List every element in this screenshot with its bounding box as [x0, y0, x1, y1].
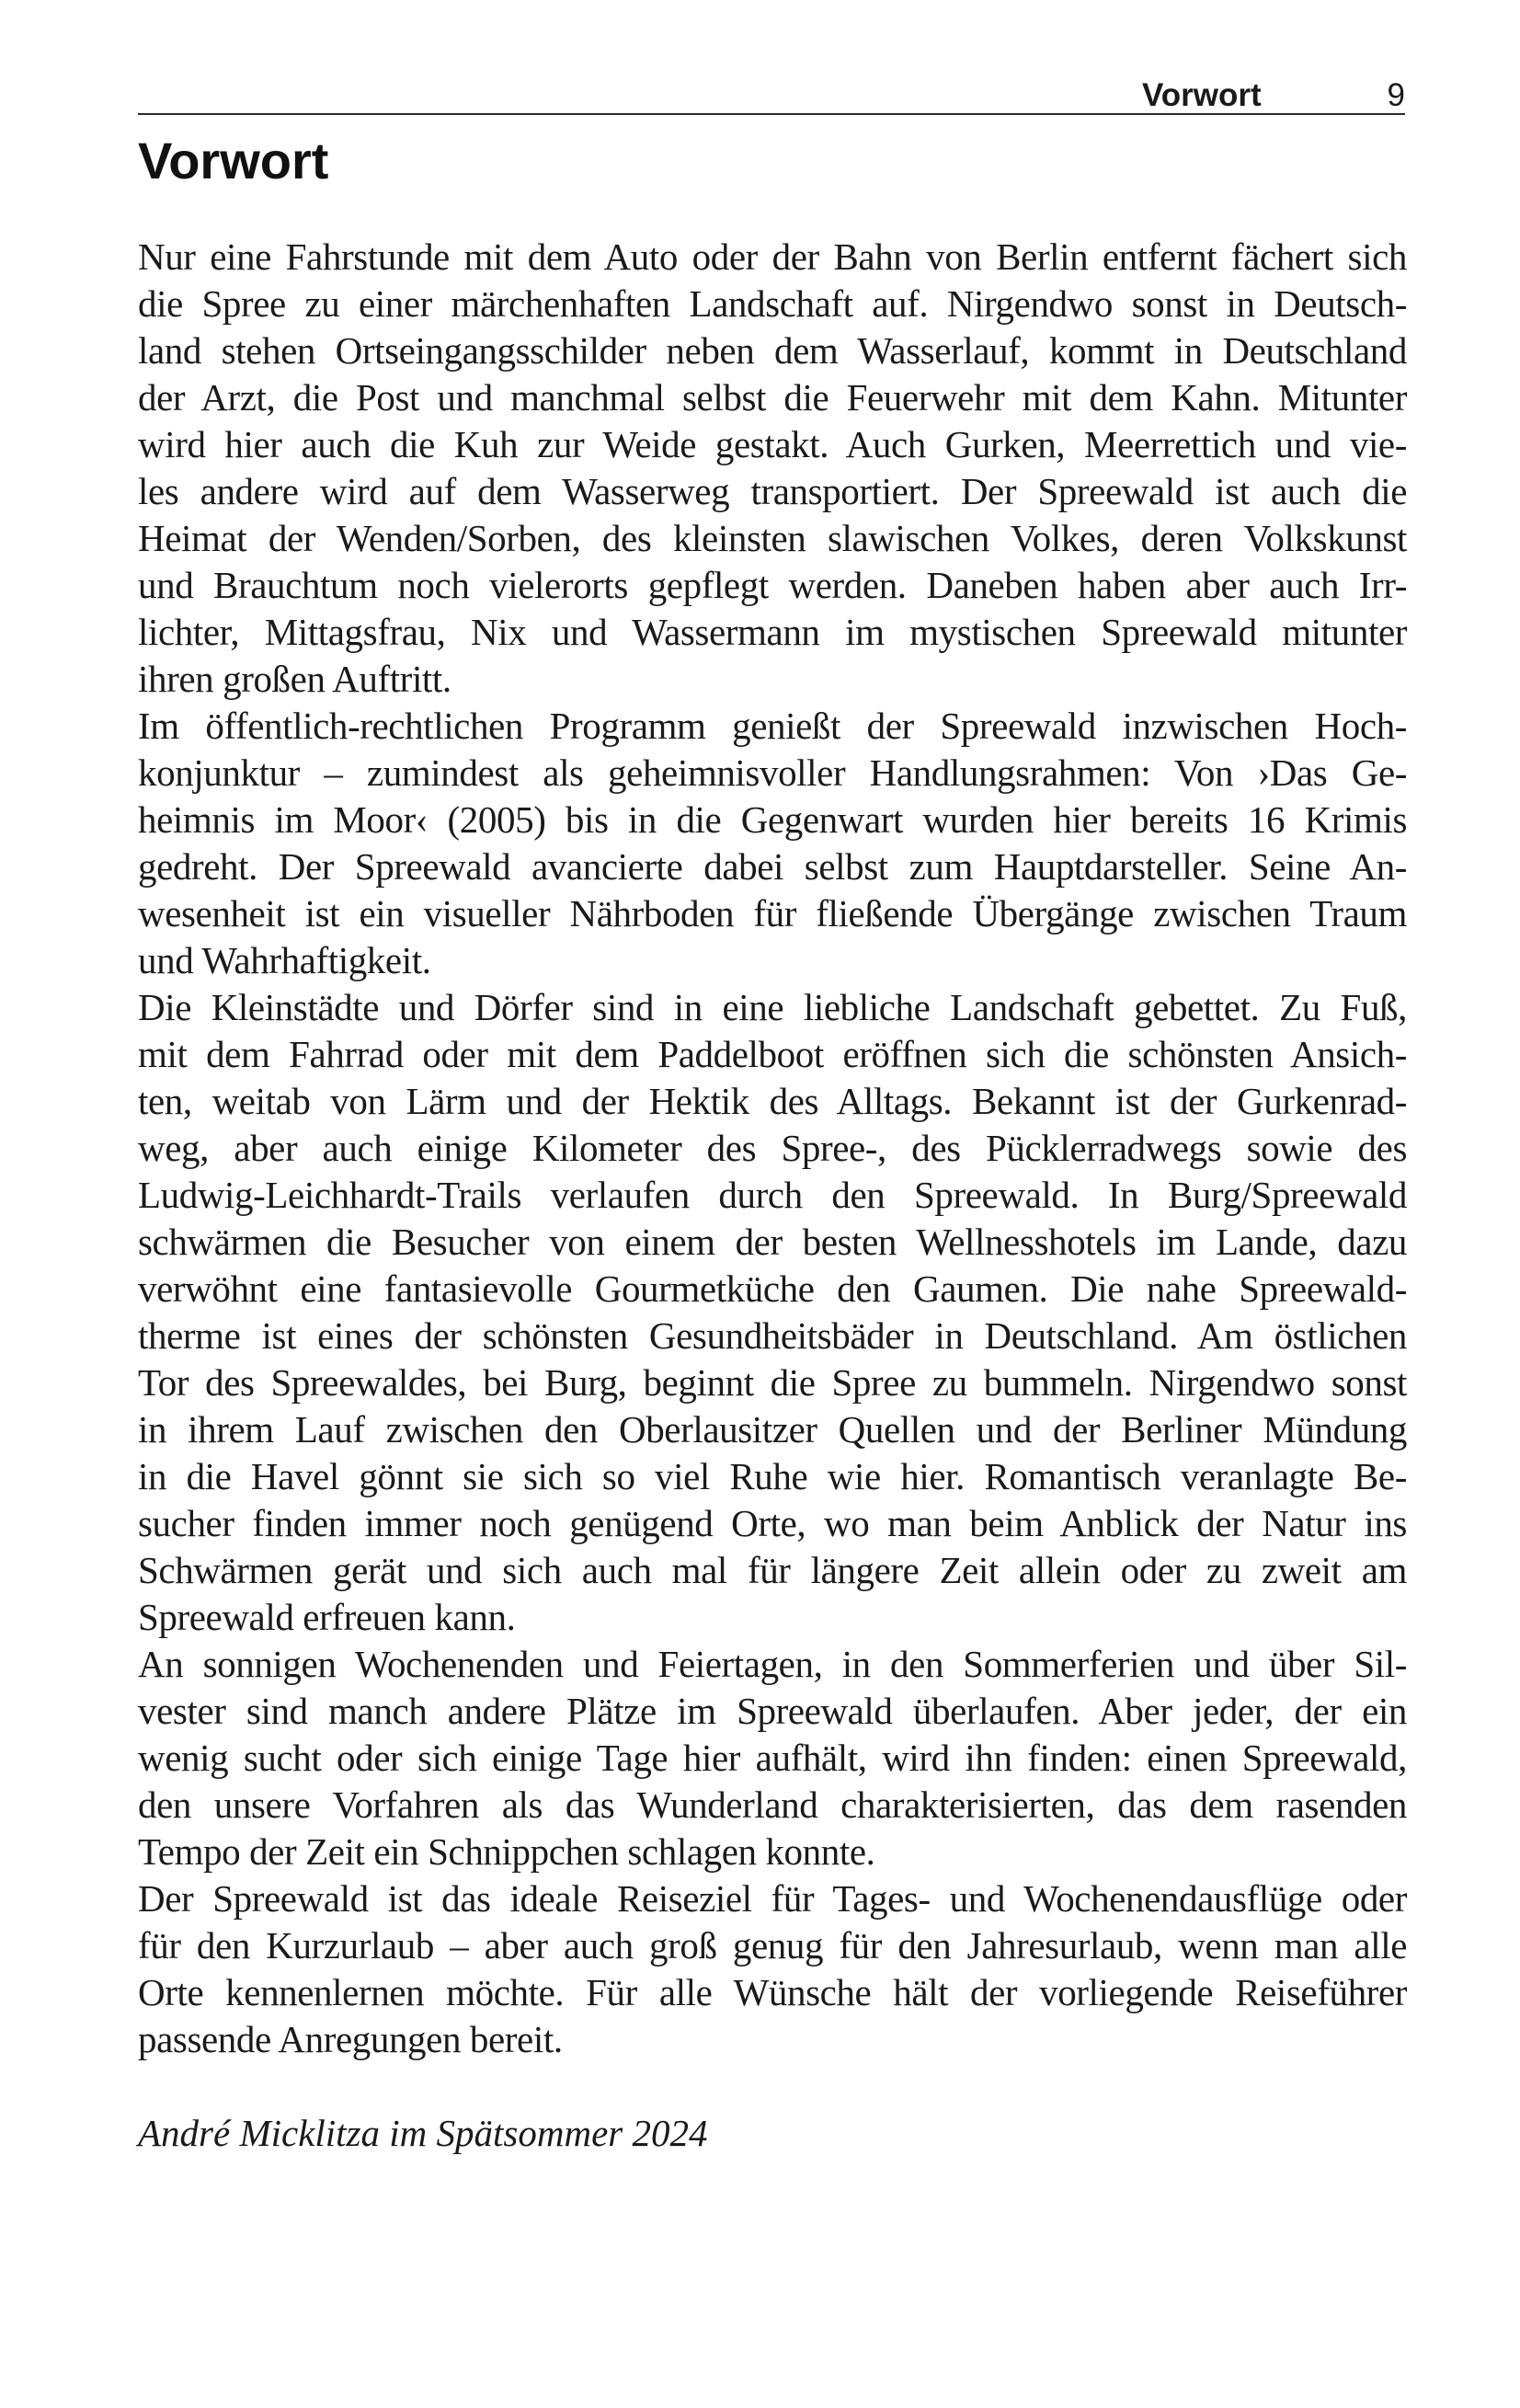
text-line: Spreewald erfreuen kann. — [138, 1596, 516, 1638]
text-line: schwärmen die Besucher von einem der besten Wellnesshotels im Lande, dazu — [138, 1221, 1407, 1263]
text-line: heimnis im Moor‹ (2005) bis in die Gegenwart wurden hier bereits 16 Krimis — [138, 798, 1407, 841]
text-line: Tempo der Zeit ein Schnippchen schlagen konnte. — [138, 1830, 875, 1873]
text-line: wesenheit ist ein visueller Nährboden für fließende Übergänge zwischen Traum — [138, 892, 1407, 935]
text-line: in ihrem Lauf zwischen den Oberlausitzer Quellen und der Berliner Mündung — [138, 1408, 1407, 1451]
text-line: weg, aber auch einige Kilometer des Spree-, des Pücklerradwegs sowie des — [138, 1127, 1407, 1169]
text-line: sucher finden immer noch genügend Orte, wo man beim Anblick der Natur ins — [138, 1502, 1407, 1544]
text-line: Schwärmen gerät und sich auch mal für längere Zeit allein oder zu zweit am — [138, 1549, 1407, 1591]
paragraph-1 — [138, 234, 1407, 703]
text-line: für den Kurzurlaub – aber auch groß genug für den Jahresurlaub, wenn man alle — [138, 1924, 1407, 1967]
text-line: verwöhnt eine fantasievolle Gourmetküche den Gaumen. Die nahe Spreewald- — [138, 1267, 1407, 1310]
paragraph-2 — [138, 703, 1407, 984]
text-line: wird hier auch die Kuh zur Weide gestakt. Auch Gurken, Meerrettich und vie- — [138, 423, 1407, 465]
text-line: Ludwig-Leichhardt-Trails verlaufen durch den Spreewald. In Burg/Spreewald — [138, 1174, 1407, 1216]
text-line: ihren großen Auftritt. — [138, 658, 451, 700]
text-line: wenig sucht oder sich einige Tage hier aufhält, wird ihn finden: einen Spreewald, — [138, 1737, 1407, 1779]
text-line: les andere wird auf dem Wasserweg transportiert. Der Spreewald ist auch die — [138, 470, 1407, 512]
chapter-title: Vorwort — [138, 132, 329, 189]
paragraph-4 — [138, 1641, 1407, 1875]
text-line: in die Havel gönnt sie sich so viel Ruhe wie hier. Romantisch veranlagte Be- — [138, 1455, 1407, 1497]
text-line: Die Kleinstädte und Dörfer sind in eine liebliche Landschaft gebettet. Zu Fuß, — [138, 986, 1407, 1028]
text-line: die Spree zu einer märchenhaften Landschaft auf. Nirgendwo sonst in Deutsch- — [138, 282, 1407, 325]
text-line: Der Spreewald ist das ideale Reiseziel für Tages- und Wochenendausflüge oder — [138, 1877, 1407, 1920]
text-line: der Arzt, die Post und manchmal selbst die Feuerwehr mit dem Kahn. Mitunter — [138, 376, 1407, 419]
running-head-title: Vorwort — [1142, 77, 1262, 113]
text-line: mit dem Fahrrad oder mit dem Paddelboot eröffnen sich die schönsten Ansich- — [138, 1033, 1407, 1075]
page-number: 9 — [1387, 77, 1405, 113]
body-text — [138, 234, 1407, 2063]
header-rule — [138, 113, 1405, 115]
text-line: land stehen Ortseingangsschilder neben dem Wasserlauf, kommt in Deutschland — [138, 329, 1407, 372]
text-line: therme ist eines der schönsten Gesundheitsbäder in Deutschland. Am östlichen — [138, 1314, 1407, 1357]
text-line: ten, weitab von Lärm und der Hektik des Alltags. Bekannt ist der Gurkenrad- — [138, 1080, 1407, 1122]
text-line: Tor des Spreewaldes, bei Burg, beginnt die Spree zu bummeln. Nirgendwo sonst — [138, 1361, 1407, 1404]
paragraph-3 — [138, 984, 1407, 1641]
paragraph-5 — [138, 1875, 1407, 2063]
text-line: Nur eine Fahrstunde mit dem Auto oder der Bahn von Berlin entfernt fächert sich — [138, 235, 1407, 278]
text-line: passende Anregungen bereit. — [138, 2018, 563, 2060]
author-signature: André Micklitza im Spätsommer 2024 — [138, 2112, 708, 2154]
text-line: lichter, Mittagsfrau, Nix und Wassermann im mystischen Spreewald mitunter — [138, 611, 1407, 653]
text-line: konjunktur – zumindest als geheimnisvoller Handlungsrahmen: Von ›Das Ge- — [138, 751, 1407, 794]
running-head — [138, 77, 1405, 114]
text-line: und Wahrhaftigkeit. — [138, 939, 431, 981]
text-line: den unsere Vorfahren als das Wunderland charakterisierten, das dem rasenden — [138, 1783, 1407, 1826]
text-line: Orte kennenlernen möchte. Für alle Wünsche hält der vorliegende Reiseführer — [138, 1971, 1407, 2013]
text-line: gedreht. Der Spreewald avancierte dabei selbst zum Hauptdarsteller. Seine An- — [138, 845, 1407, 888]
text-line: und Brauchtum noch vielerorts gepflegt werden. Daneben haben aber auch Irr- — [138, 564, 1407, 606]
text-line: An sonnigen Wochenenden und Feiertagen, in den Sommerferien und über Sil- — [138, 1643, 1407, 1685]
text-line: Im öffentlich-rechtlichen Programm genießt der Spreewald inzwischen Hoch- — [138, 705, 1407, 747]
text-line: Heimat der Wenden/Sorben, des kleinsten slawischen Volkes, deren Volkskunst — [138, 517, 1407, 559]
text-line: vester sind manch andere Plätze im Spreewald überlaufen. Aber jeder, der ein — [138, 1690, 1407, 1732]
